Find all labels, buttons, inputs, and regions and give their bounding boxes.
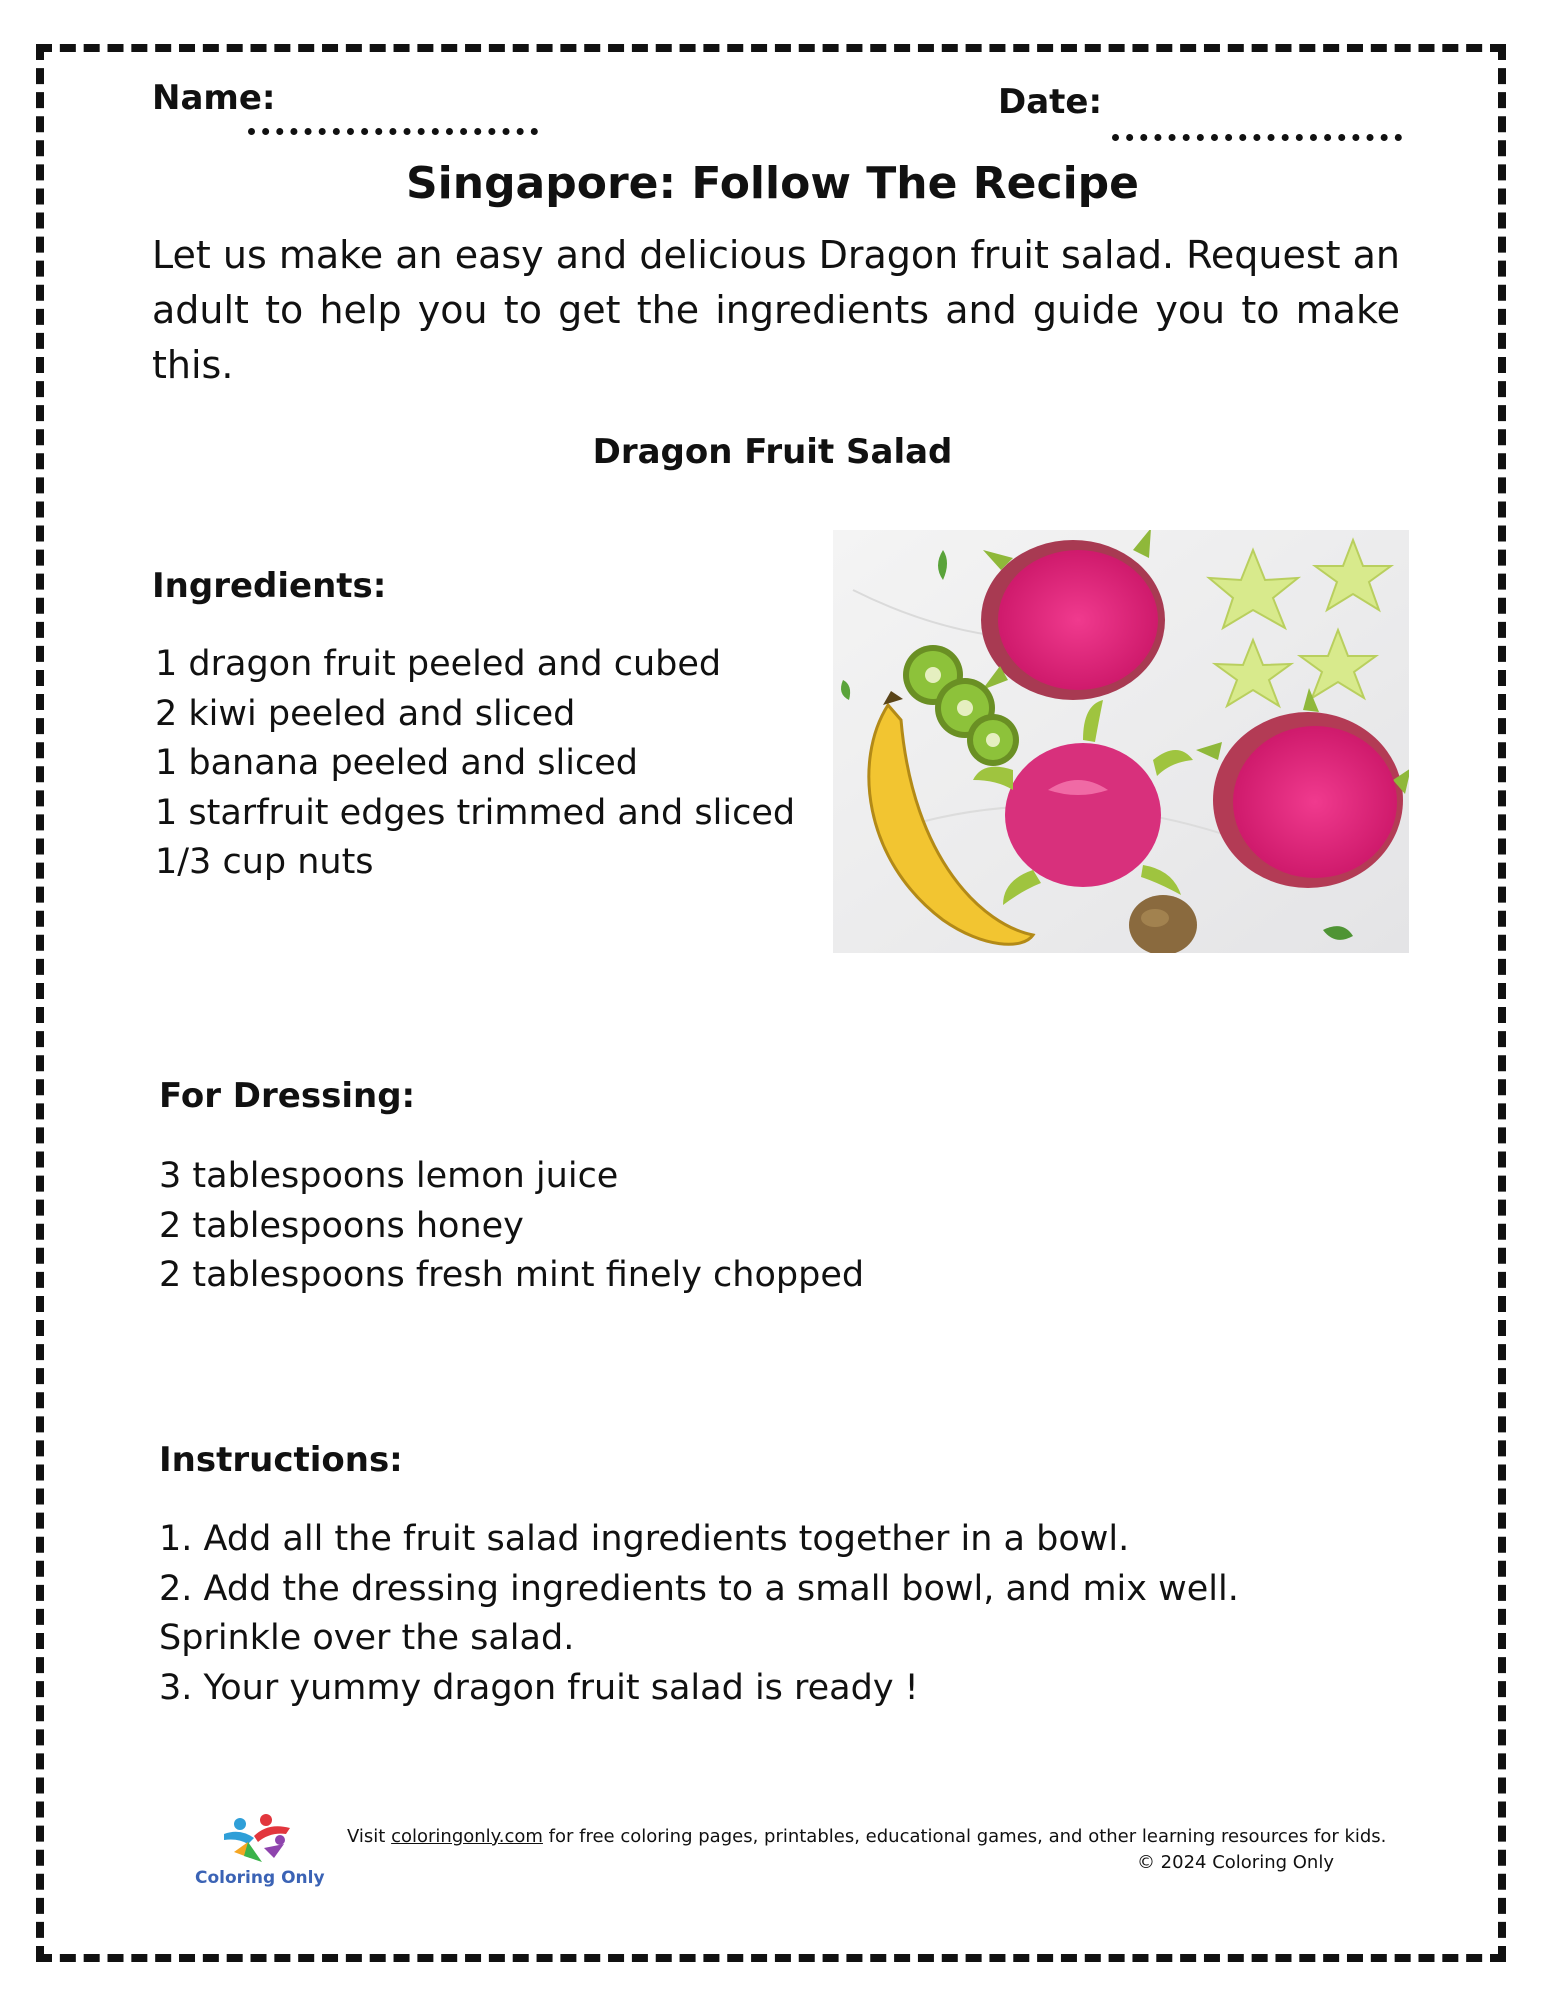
name-label: Name: [152,78,276,118]
list-item: 2. Add the dressing ingredients to a small bowl, and mix well. [159,1568,1239,1609]
page-title: Singapore: Follow The Recipe [405,158,1140,209]
coloring-only-logo-icon [214,1812,304,1874]
name-blank-line[interactable] [248,128,538,135]
dressing-list [159,1152,864,1301]
ingredients-list [155,640,795,888]
recipe-title: Dragon Fruit Salad [592,432,953,472]
list-item: 2 kiwi peeled and sliced [155,693,576,734]
footer-rest-text: for free coloring pages, printables, educational games, and other learning resources for kids. [548,1826,1387,1847]
logo-text: Coloring Only [195,1868,325,1888]
footer-visit-text: Visit [347,1826,386,1847]
list-item: 3 tablespoons lemon juice [159,1156,619,1196]
date-blank-line[interactable] [1112,134,1402,141]
list-item: 1 banana peeled and sliced [155,743,638,783]
instructions-list [159,1515,1239,1713]
list-item: 2 tablespoons honey [159,1205,524,1246]
list-item: 1 dragon fruit peeled and cubed [155,644,722,684]
fruit-photo [833,530,1409,953]
list-item: Sprinkle over the salad. [159,1618,575,1658]
list-item: 1/3 cup nuts [155,842,374,882]
date-label: Date: [998,82,1103,122]
footer-visit-line [347,1826,1386,1847]
copyright-text: © 2024 Coloring Only [1136,1852,1334,1873]
instructions-heading: Instructions: [159,1440,403,1480]
list-item: 2 tablespoons fresh mint finely chopped [159,1255,865,1295]
intro-paragraph: Let us make an easy and delicious Dragon fruit salad. Request an adult to help you to get the ingredients and guide you to make this. [152,233,1400,387]
list-item: 1 starfruit edges trimmed and sliced [155,792,796,833]
list-item: 1. Add all the fruit salad ingredients together in a bowl. [159,1519,1130,1559]
coloringonly-link[interactable]: coloringonly.com [391,1826,543,1847]
ingredients-heading: Ingredients: [152,566,387,606]
list-item: 3. Your yummy dragon fruit salad is ready ! [159,1667,919,1708]
dressing-heading: For Dressing: [159,1076,416,1116]
